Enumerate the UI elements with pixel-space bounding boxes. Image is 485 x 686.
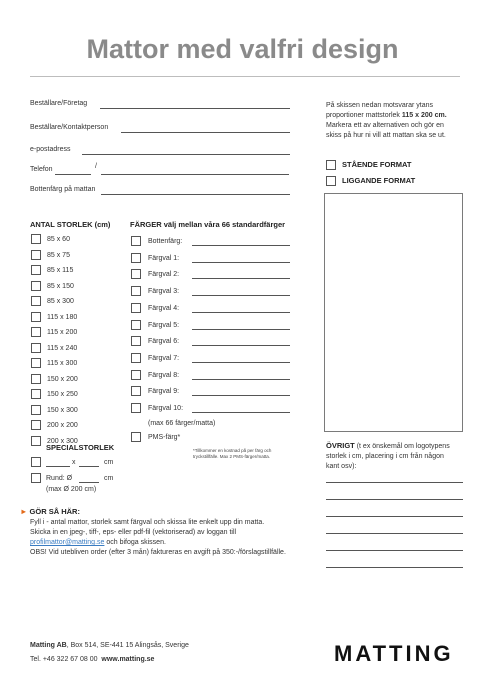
size-quantity-box[interactable] bbox=[31, 343, 41, 353]
other-input-line[interactable] bbox=[326, 482, 463, 483]
pms-checkbox[interactable] bbox=[131, 432, 141, 442]
size-label: 85 x 300 bbox=[47, 298, 74, 305]
other-text2: storlek i cm, placering i cm från någon bbox=[326, 453, 444, 460]
customer-field-input[interactable] bbox=[100, 108, 290, 109]
round-checkbox[interactable] bbox=[31, 473, 41, 483]
matting-logo: MATTING bbox=[334, 641, 454, 666]
company-name: Matting AB bbox=[30, 642, 67, 649]
color-input[interactable] bbox=[192, 379, 290, 380]
color-label: Färgval 1: bbox=[148, 254, 180, 262]
customer-field-input[interactable] bbox=[121, 132, 290, 133]
size-quantity-box[interactable] bbox=[31, 234, 41, 244]
size-quantity-box[interactable] bbox=[31, 436, 41, 446]
phone-number: Tel. +46 322 67 08 00 bbox=[30, 656, 98, 663]
color-label: Bottenfärg: bbox=[148, 238, 183, 245]
special-size-checkbox[interactable] bbox=[31, 457, 41, 467]
color-input[interactable] bbox=[192, 412, 290, 413]
size-label: 115 x 300 bbox=[47, 360, 78, 367]
sketch-info-line1: På skissen nedan motsvarar ytans bbox=[326, 102, 433, 109]
color-label: Färgval 5: bbox=[148, 321, 180, 329]
color-checkbox[interactable] bbox=[131, 336, 141, 346]
pms-footnote bbox=[193, 448, 271, 459]
customer-field-label: Telefon bbox=[30, 166, 53, 173]
size-quantity-box[interactable] bbox=[31, 281, 41, 291]
special-width-field[interactable] bbox=[46, 466, 70, 467]
special-x-label: x bbox=[72, 459, 76, 466]
sizes-header: ANTAL STORLEK (cm) bbox=[30, 220, 111, 229]
other-input-line[interactable] bbox=[326, 567, 463, 568]
phone-prefix-field[interactable] bbox=[55, 174, 91, 175]
lying-format-checkbox[interactable] bbox=[326, 176, 336, 186]
standing-format-checkbox[interactable] bbox=[326, 160, 336, 170]
color-label: Färgval 6: bbox=[148, 338, 180, 346]
size-label: 85 x 60 bbox=[47, 236, 70, 243]
color-input[interactable] bbox=[192, 345, 290, 346]
phone-number-field[interactable] bbox=[101, 174, 289, 175]
sketch-info-line3: Markera ett av alternativen och gör en bbox=[326, 122, 444, 129]
color-input[interactable] bbox=[192, 395, 290, 396]
size-quantity-box[interactable] bbox=[31, 327, 41, 337]
size-label: 150 x 300 bbox=[47, 406, 78, 414]
color-input[interactable] bbox=[192, 278, 290, 279]
sketch-info-line2: proportioner mattstorlek 115 x 200 cm. bbox=[326, 112, 447, 119]
size-label: 200 x 300 bbox=[47, 437, 78, 445]
phone-separator: / bbox=[95, 163, 97, 170]
size-label: 150 x 250 bbox=[47, 391, 78, 398]
color-input[interactable] bbox=[192, 295, 290, 296]
color-input[interactable] bbox=[192, 245, 290, 246]
size-quantity-box[interactable] bbox=[31, 296, 41, 306]
color-checkbox[interactable] bbox=[131, 353, 141, 363]
color-checkbox[interactable] bbox=[131, 236, 141, 246]
color-input[interactable] bbox=[192, 329, 290, 330]
max-colors-note: (max 66 färger/matta) bbox=[148, 420, 216, 427]
other-header: ÖVRIGT bbox=[326, 441, 355, 450]
color-input[interactable] bbox=[192, 362, 290, 363]
size-label: 200 x 200 bbox=[47, 422, 78, 429]
pms-footnote-line1: *Tillkommer en kostnad på per färg och bbox=[193, 448, 272, 453]
other-input-line[interactable] bbox=[326, 516, 463, 517]
instructions-line4: OBS! Vid utebliven order (efter 3 mån) faktureras en avgift på 350:-/förslagstillfälle. bbox=[30, 549, 286, 556]
pms-footnote-line2: tryckstillfälle. Max 2 PMS-färger/matta. bbox=[193, 453, 271, 459]
color-checkbox[interactable] bbox=[131, 286, 141, 296]
sketch-size: 115 x 200 cm. bbox=[401, 112, 447, 119]
size-quantity-box[interactable] bbox=[31, 312, 41, 322]
other-text1: (t ex önskemål om logotypens bbox=[354, 443, 450, 450]
size-label: 150 x 200 bbox=[47, 375, 78, 383]
size-quantity-box[interactable] bbox=[31, 265, 41, 275]
size-quantity-box[interactable] bbox=[31, 374, 41, 384]
color-label: Färgval 7: bbox=[148, 354, 180, 362]
title-divider bbox=[30, 76, 460, 77]
color-label: Färgval 10: bbox=[148, 405, 184, 412]
instructions-line1: Fyll i - antal mattor, storlek samt färgval och skissa lite enkelt upp din matta. bbox=[30, 519, 265, 526]
customer-field-input[interactable] bbox=[101, 194, 290, 195]
color-label: Färgval 4: bbox=[148, 304, 180, 312]
color-input[interactable] bbox=[192, 312, 290, 313]
color-label: Färgval 3: bbox=[148, 288, 180, 296]
color-input[interactable] bbox=[192, 262, 290, 263]
sketch-info-line4: skiss på hur ni vill att mattan ska se ut. bbox=[326, 132, 446, 139]
instructions-line2: Skicka in en jpeg-, tiff-, eps- eller pdf-fil (vektoriserad) av loggan till bbox=[30, 529, 237, 536]
customer-field-label: e-postadress bbox=[30, 146, 71, 153]
customer-field-label: Beställare/Företag bbox=[30, 100, 88, 107]
color-checkbox[interactable] bbox=[131, 403, 141, 413]
other-input-line[interactable] bbox=[326, 550, 463, 551]
email-link[interactable]: profilmattor@matting.se bbox=[30, 539, 105, 546]
size-quantity-box[interactable] bbox=[31, 358, 41, 368]
round-label: Rund: Ø bbox=[46, 475, 73, 482]
other-input-line[interactable] bbox=[326, 533, 463, 534]
other-input-line[interactable] bbox=[326, 499, 463, 500]
special-length-field[interactable] bbox=[79, 466, 99, 467]
customer-field-input[interactable] bbox=[82, 154, 290, 155]
round-diameter-field[interactable] bbox=[79, 482, 99, 483]
pms-label: PMS-färg* bbox=[148, 434, 181, 441]
website-link[interactable]: www.matting.se bbox=[101, 656, 155, 663]
page-title: Mattor med valfri design bbox=[86, 34, 399, 64]
standing-format-label: STÅENDE FORMAT bbox=[342, 160, 412, 169]
footer-address: Matting AB, Box 514, SE-441 15 Alingsås, Sverige bbox=[30, 642, 189, 649]
instructions-body: Fyll i - antal mattor, storlek samt färgval och skissa lite enkelt upp din matta. Skicka in en jpeg-, tiff-, eps- eller pdf-fil (vektoriserad) av loggan till profilmattor@matting.se och bifoga skissen. OBS! Vid utebliven order (efter 3 mån) faktureras en avgift på 350:-/förslagstillfälle. bbox=[30, 519, 286, 556]
other-section bbox=[326, 441, 450, 472]
color-label: Färgval 9: bbox=[148, 388, 180, 396]
color-checkbox[interactable] bbox=[131, 253, 141, 263]
color-label: Färgval 8: bbox=[148, 371, 180, 379]
color-label: Färgval 2: bbox=[148, 271, 180, 279]
sketch-area[interactable] bbox=[324, 193, 463, 432]
color-checkbox[interactable] bbox=[131, 303, 141, 313]
lying-format-label: LIGGANDE FORMAT bbox=[342, 176, 416, 185]
instructions-header: ► GÖR SÅ HÄR: bbox=[20, 507, 80, 516]
size-quantity-box[interactable] bbox=[31, 389, 41, 399]
colors-header: FÄRGER välj mellan våra 66 standardfärger bbox=[130, 220, 286, 229]
round-unit-label: cm bbox=[104, 475, 114, 482]
size-quantity-box[interactable] bbox=[31, 250, 41, 260]
color-checkbox[interactable] bbox=[131, 386, 141, 396]
size-label: 85 x 75 bbox=[47, 251, 70, 259]
arrow-icon: ► bbox=[20, 507, 28, 516]
customer-field-label: Beställare/Kontaktperson bbox=[30, 124, 109, 131]
color-checkbox[interactable] bbox=[131, 370, 141, 380]
size-label: 115 x 200 bbox=[47, 329, 78, 336]
size-quantity-box[interactable] bbox=[31, 405, 41, 415]
customer-field-label: Bottenfärg på mattan bbox=[30, 186, 96, 193]
special-unit-label: cm bbox=[104, 459, 114, 466]
size-label: 115 x 240 bbox=[47, 344, 78, 352]
color-checkbox[interactable] bbox=[131, 269, 141, 279]
footer-contact bbox=[30, 656, 154, 663]
size-quantity-box[interactable] bbox=[31, 420, 41, 430]
size-label: 85 x 115 bbox=[47, 267, 74, 274]
sketch-info bbox=[326, 101, 447, 141]
round-max-note: (max Ø 200 cm) bbox=[46, 486, 97, 493]
other-text3: kant osv): bbox=[326, 463, 357, 470]
color-checkbox[interactable] bbox=[131, 320, 141, 330]
special-size-header: SPECIALSTORLEK bbox=[46, 443, 115, 452]
size-label: 115 x 180 bbox=[47, 313, 78, 321]
size-label: 85 x 150 bbox=[47, 282, 74, 290]
